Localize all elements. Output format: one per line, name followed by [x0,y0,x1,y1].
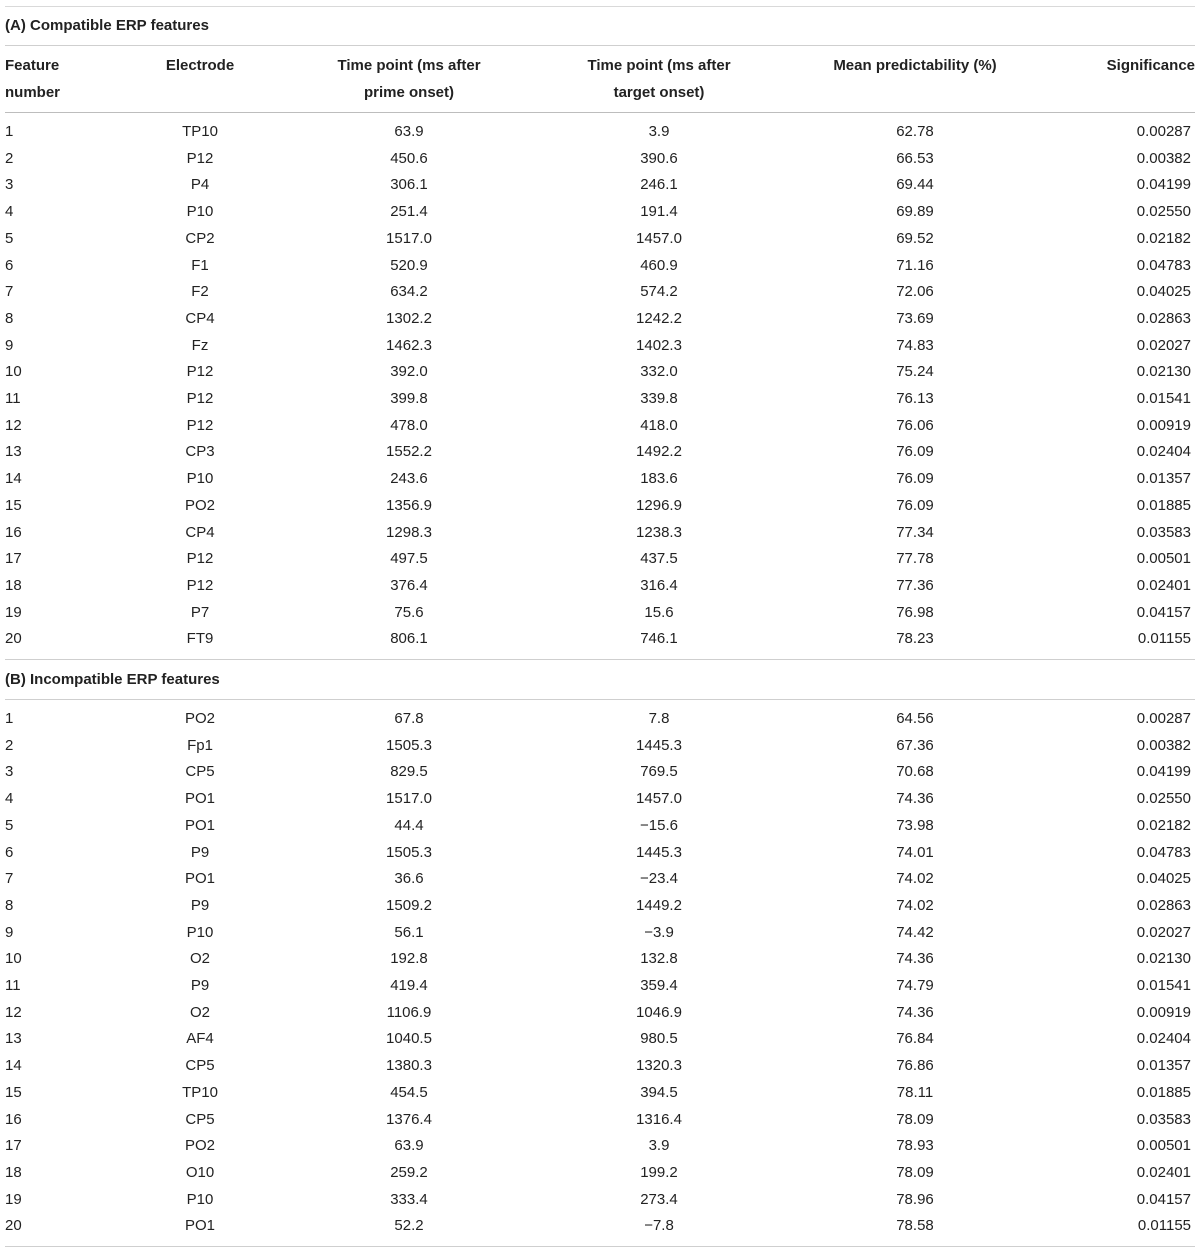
feature-number-cell: 7 [5,283,14,301]
table-row [5,1133,1195,1160]
mean-predictability-cell: 73.98 [896,816,934,834]
table-bottom-rule [5,1246,1195,1247]
table-row [5,706,1195,733]
significance-cell: 0.02550 [1136,203,1191,221]
electrode-cell: PO2 [184,1137,215,1155]
header-bottom-rule [5,112,1195,113]
electrode-cell: P12 [186,363,214,381]
feature-number-cell: 5 [5,229,14,247]
electrode-cell: PO2 [184,710,215,727]
feature-number-cell: 11 [5,977,21,994]
table-row [5,1000,1195,1027]
significance-cell: 0.01541 [1136,390,1191,407]
significance-cell: 0.02130 [1136,363,1191,381]
time-prime-cell: 1517.0 [386,790,432,808]
table-row [5,920,1195,947]
table-row [5,493,1195,520]
time-prime-cell: 306.1 [390,176,428,194]
time-prime-cell: 1509.2 [386,896,432,914]
table-row [5,893,1195,920]
time-prime-cell: 63.9 [394,123,424,140]
electrode-cell: P10 [186,470,214,488]
feature-number-cell: 7 [5,870,14,888]
significance-cell: 0.00919 [1136,416,1191,434]
time-prime-cell: 419.4 [390,977,428,994]
mean-predictability-cell: 73.69 [896,309,934,327]
significance-cell: 0.04157 [1136,1190,1191,1208]
electrode-cell: P9 [190,843,210,861]
mean-predictability-cell: 62.78 [896,123,934,140]
mean-predictability-cell: 69.52 [896,229,934,247]
time-prime-cell: 1505.3 [386,736,432,754]
time-prime-cell: 36.6 [394,870,424,888]
feature-number-cell: 1 [5,710,14,727]
time-target-cell: 1296.9 [636,496,682,514]
feature-number-cell: 10 [5,950,22,968]
time-prime-cell: 1106.9 [386,1003,432,1021]
electrode-cell: F1 [191,256,209,274]
time-target-cell: 316.4 [640,576,678,594]
time-target-cell: 769.5 [640,763,678,781]
time-target-cell: 3.9 [648,1137,670,1155]
feature-number-cell: 14 [5,1057,22,1075]
time-prime-cell: 67.8 [394,710,424,727]
time-target-cell: −23.4 [640,870,678,888]
time-target-cell: −3.9 [644,923,674,941]
section-b-top-rule [5,659,1195,660]
feature-number-cell: 6 [5,843,14,861]
table-row [5,1026,1195,1053]
table-row [5,1160,1195,1187]
feature-number-cell: 9 [5,923,14,941]
mean-predictability-cell: 66.53 [896,149,934,167]
significance-cell: 0.00287 [1136,123,1191,140]
time-target-cell: 1046.9 [636,1003,682,1021]
feature-number-cell: 8 [5,896,14,914]
mean-predictability-cell: 74.02 [896,870,934,888]
mean-predictability-cell: 76.13 [896,390,934,407]
time-prime-cell: 52.2 [394,1217,424,1235]
time-prime-cell: 399.8 [390,390,428,407]
significance-cell: 0.04783 [1136,843,1191,861]
mean-predictability-cell: 74.02 [896,896,934,914]
significance-cell: 0.02130 [1136,950,1191,968]
significance-cell: 0.01357 [1136,1057,1191,1075]
electrode-cell: PO1 [184,1217,215,1235]
significance-cell: 0.02027 [1136,923,1191,941]
table-row [5,759,1195,786]
feature-number-cell: 13 [5,443,22,461]
feature-number-cell: 16 [5,1110,22,1128]
table-row [5,573,1195,600]
feature-number-cell: 6 [5,256,14,274]
time-prime-cell: 56.1 [394,923,424,941]
feature-number-cell: 19 [5,603,22,621]
time-target-cell: 1492.2 [636,443,682,461]
feature-number-cell: 5 [5,816,14,834]
table-row [5,413,1195,440]
table-row [5,199,1195,226]
mean-predictability-cell: 78.93 [896,1137,934,1155]
feature-number-cell: 18 [5,1163,22,1181]
table-row [5,226,1195,253]
feature-number-cell: 14 [5,470,22,488]
significance-cell: 0.01885 [1136,496,1191,514]
feature-number-cell: 4 [5,203,14,221]
time-target-cell: 183.6 [640,470,678,488]
mean-predictability-cell: 76.09 [896,470,934,488]
table-row [5,973,1195,1000]
mean-predictability-cell: 78.11 [896,1083,934,1101]
time-target-cell: 980.5 [640,1030,678,1048]
significance-cell: 0.04783 [1136,256,1191,274]
electrode-cell: P12 [186,416,214,434]
time-target-cell: 574.2 [640,283,678,301]
significance-cell: 0.00501 [1136,550,1191,568]
significance-cell: 0.04025 [1136,283,1191,301]
significance-cell: 0.00382 [1136,149,1191,167]
time-prime-cell: 1552.2 [386,443,432,461]
feature-number-cell: 8 [5,309,14,327]
time-target-cell: 1445.3 [636,736,682,754]
electrode-cell: O2 [189,950,210,968]
electrode-cell: O2 [189,1003,210,1021]
electrode-cell: P9 [190,977,210,994]
significance-cell: 0.01541 [1136,977,1191,994]
table-row [5,520,1195,547]
header-electrode: Electrode [165,57,235,74]
time-prime-cell: 1517.0 [386,229,432,247]
time-target-cell: 1242.2 [636,309,682,327]
time-prime-cell: 806.1 [390,630,428,648]
feature-number-cell: 15 [5,496,22,514]
mean-predictability-cell: 74.79 [896,977,934,994]
significance-cell: 0.00501 [1136,1137,1191,1155]
time-prime-cell: 243.6 [390,470,428,488]
time-target-cell: 191.4 [640,203,678,221]
time-target-cell: −7.8 [644,1217,674,1235]
header-feature-number: Feature number [5,57,61,101]
time-target-cell: 390.6 [640,149,678,167]
electrode-cell: CP4 [185,309,215,327]
time-prime-cell: 251.4 [390,203,428,221]
mean-predictability-cell: 78.09 [896,1110,934,1128]
time-target-cell: 1320.3 [636,1057,682,1075]
mean-predictability-cell: 74.01 [896,843,934,861]
table-row [5,786,1195,813]
time-prime-cell: 44.4 [394,816,424,834]
time-prime-cell: 450.6 [390,149,428,167]
time-prime-cell: 376.4 [390,576,428,594]
time-target-cell: 1457.0 [636,790,682,808]
significance-cell: 0.03583 [1136,523,1191,541]
table-row [5,359,1195,386]
mean-predictability-cell: 64.56 [896,710,934,727]
feature-number-cell: 3 [5,763,14,781]
table-row [5,1213,1195,1240]
time-prime-cell: 1462.3 [386,336,432,354]
header-time-prime: Time point (ms after prime onset) [337,57,481,101]
time-target-cell: 199.2 [640,1163,678,1181]
electrode-cell: CP5 [185,1110,215,1128]
time-prime-cell: 75.6 [394,603,424,621]
significance-cell: 0.03583 [1136,1110,1191,1128]
time-target-cell: 273.4 [640,1190,678,1208]
time-target-cell: 437.5 [640,550,678,568]
mean-predictability-cell: 74.42 [896,923,934,941]
time-prime-cell: 63.9 [394,1137,424,1155]
time-prime-cell: 392.0 [390,363,428,381]
time-target-cell: 394.5 [640,1083,678,1101]
mean-predictability-cell: 77.78 [896,550,934,568]
section-b-title: (B) Incompatible ERP features [5,671,220,688]
time-target-cell: 15.6 [644,603,674,621]
table-row [5,466,1195,493]
time-target-cell: 3.9 [648,123,670,140]
electrode-cell: P12 [186,550,214,568]
feature-number-cell: 1 [5,123,14,140]
mean-predictability-cell: 74.36 [896,790,934,808]
feature-number-cell: 18 [5,576,22,594]
time-prime-cell: 1505.3 [386,843,432,861]
header-significance: Significance [1106,57,1195,74]
time-prime-cell: 829.5 [390,763,428,781]
electrode-cell: P4 [190,176,210,194]
time-prime-cell: 333.4 [390,1190,428,1208]
mean-predictability-cell: 76.98 [896,603,934,621]
feature-number-cell: 20 [5,630,22,648]
table-row [5,1080,1195,1107]
electrode-cell: TP10 [182,1083,218,1101]
table-row [5,386,1195,413]
time-target-cell: 359.4 [640,977,678,994]
electrode-cell: F2 [191,283,209,301]
significance-cell: 0.01357 [1136,470,1191,488]
electrode-cell: CP5 [185,1057,215,1075]
time-target-cell: −15.6 [640,816,678,834]
mean-predictability-cell: 74.83 [896,336,934,354]
electrode-cell: FT9 [186,630,214,648]
mean-predictability-cell: 75.24 [896,363,934,381]
electrode-cell: P12 [186,576,214,594]
electrode-cell: Fp1 [187,736,213,754]
significance-cell: 0.01155 [1137,1217,1191,1235]
electrode-cell: CP5 [185,763,215,781]
time-target-cell: 1238.3 [636,523,682,541]
significance-cell: 0.00382 [1136,736,1191,754]
electrode-cell: TP10 [182,123,218,140]
time-target-cell: 7.8 [648,710,670,727]
mean-predictability-cell: 71.16 [896,256,934,274]
time-target-cell: 418.0 [640,416,678,434]
time-prime-cell: 520.9 [390,256,428,274]
mean-predictability-cell: 78.96 [896,1190,934,1208]
mean-predictability-cell: 76.09 [896,496,934,514]
mean-predictability-cell: 74.36 [896,1003,934,1021]
table-row [5,146,1195,173]
electrode-cell: PO1 [184,870,215,888]
table-row [5,306,1195,333]
mean-predictability-cell: 76.06 [896,416,934,434]
table-row [5,279,1195,306]
table-row [5,813,1195,840]
feature-number-cell: 2 [5,736,14,754]
mean-predictability-cell: 76.84 [896,1030,934,1048]
time-prime-cell: 1302.2 [386,309,432,327]
feature-number-cell: 12 [5,1003,22,1021]
section-a-title: (A) Compatible ERP features [5,17,209,34]
time-prime-cell: 1380.3 [386,1057,432,1075]
electrode-cell: P12 [186,390,214,407]
feature-number-cell: 10 [5,363,22,381]
feature-number-cell: 15 [5,1083,22,1101]
time-prime-cell: 1040.5 [386,1030,432,1048]
table-top-rule [5,6,1195,7]
time-prime-cell: 478.0 [390,416,428,434]
electrode-cell: P10 [186,923,214,941]
time-prime-cell: 1376.4 [386,1110,432,1128]
electrode-cell: CP2 [185,229,215,247]
feature-number-cell: 2 [5,149,14,167]
table-row [5,733,1195,760]
mean-predictability-cell: 74.36 [896,950,934,968]
electrode-cell: PO1 [184,790,215,808]
significance-cell: 0.02404 [1136,1030,1191,1048]
time-prime-cell: 192.8 [390,950,428,968]
mean-predictability-cell: 72.06 [896,283,934,301]
mean-predictability-cell: 70.68 [896,763,934,781]
significance-cell: 0.01885 [1136,1083,1191,1101]
table-row [5,333,1195,360]
significance-cell: 0.00919 [1136,1003,1191,1021]
time-prime-cell: 259.2 [390,1163,428,1181]
mean-predictability-cell: 78.58 [896,1217,934,1235]
significance-cell: 0.02404 [1136,443,1191,461]
feature-number-cell: 4 [5,790,14,808]
time-target-cell: 746.1 [640,630,678,648]
time-target-cell: 246.1 [640,176,678,194]
significance-cell: 0.04157 [1136,603,1191,621]
time-target-cell: 460.9 [640,256,678,274]
electrode-cell: P12 [186,149,214,167]
mean-predictability-cell: 77.34 [896,523,934,541]
time-prime-cell: 1356.9 [386,496,432,514]
table-row [5,172,1195,199]
electrode-cell: P7 [190,603,210,621]
section-a-title-rule [5,45,1195,46]
electrode-cell: P9 [190,896,210,914]
feature-number-cell: 20 [5,1217,22,1235]
feature-number-cell: 16 [5,523,22,541]
significance-cell: 0.01155 [1137,630,1191,648]
electrode-cell: AF4 [186,1030,214,1048]
time-target-cell: 339.8 [640,390,678,407]
table-row [5,626,1195,653]
time-target-cell: 132.8 [640,950,678,968]
table-row [5,1107,1195,1134]
mean-predictability-cell: 78.09 [896,1163,934,1181]
time-target-cell: 1449.2 [636,896,682,914]
electrode-cell: CP3 [185,443,215,461]
table-row [5,439,1195,466]
significance-cell: 0.00287 [1136,710,1191,727]
mean-predictability-cell: 78.23 [896,630,934,648]
electrode-cell: PO2 [184,496,215,514]
significance-cell: 0.02863 [1136,309,1191,327]
significance-cell: 0.02401 [1136,576,1191,594]
feature-number-cell: 13 [5,1030,22,1048]
significance-cell: 0.02027 [1136,336,1191,354]
table-row [5,866,1195,893]
time-prime-cell: 497.5 [390,550,428,568]
significance-cell: 0.02401 [1136,1163,1191,1181]
feature-number-cell: 12 [5,416,22,434]
significance-cell: 0.02182 [1136,229,1191,247]
mean-predictability-cell: 69.89 [896,203,934,221]
electrode-cell: Fz [191,336,209,354]
significance-cell: 0.04199 [1136,763,1191,781]
time-target-cell: 1316.4 [636,1110,682,1128]
feature-number-cell: 3 [5,176,14,194]
table-row [5,1053,1195,1080]
mean-predictability-cell: 67.36 [896,736,934,754]
electrode-cell: P10 [186,1190,214,1208]
time-target-cell: 1445.3 [636,843,682,861]
mean-predictability-cell: 76.09 [896,443,934,461]
feature-number-cell: 19 [5,1190,22,1208]
electrode-cell: O10 [185,1163,215,1181]
significance-cell: 0.04025 [1136,870,1191,888]
time-target-cell: 1402.3 [636,336,682,354]
feature-number-cell: 11 [5,390,21,407]
section-b-title-rule [5,699,1195,700]
electrode-cell: CP4 [185,523,215,541]
header-time-target: Time point (ms after target onset) [587,57,731,101]
significance-cell: 0.04199 [1136,176,1191,194]
table-row [5,1187,1195,1214]
time-prime-cell: 1298.3 [386,523,432,541]
electrode-cell: P10 [186,203,214,221]
table-row [5,946,1195,973]
time-prime-cell: 454.5 [390,1083,428,1101]
significance-cell: 0.02863 [1136,896,1191,914]
table-row [5,546,1195,573]
mean-predictability-cell: 69.44 [896,176,934,194]
table-row [5,119,1195,146]
header-mean-predictability: Mean predictability (%) [833,57,997,74]
feature-number-cell: 17 [5,1137,22,1155]
mean-predictability-cell: 76.86 [896,1057,934,1075]
time-target-cell: 1457.0 [636,229,682,247]
feature-number-cell: 17 [5,550,22,568]
feature-number-cell: 9 [5,336,14,354]
time-target-cell: 332.0 [640,363,678,381]
table-row [5,600,1195,627]
significance-cell: 0.02182 [1136,816,1191,834]
mean-predictability-cell: 77.36 [896,576,934,594]
table-row [5,840,1195,867]
significance-cell: 0.02550 [1136,790,1191,808]
time-prime-cell: 634.2 [390,283,428,301]
electrode-cell: PO1 [184,816,215,834]
table-row [5,253,1195,280]
